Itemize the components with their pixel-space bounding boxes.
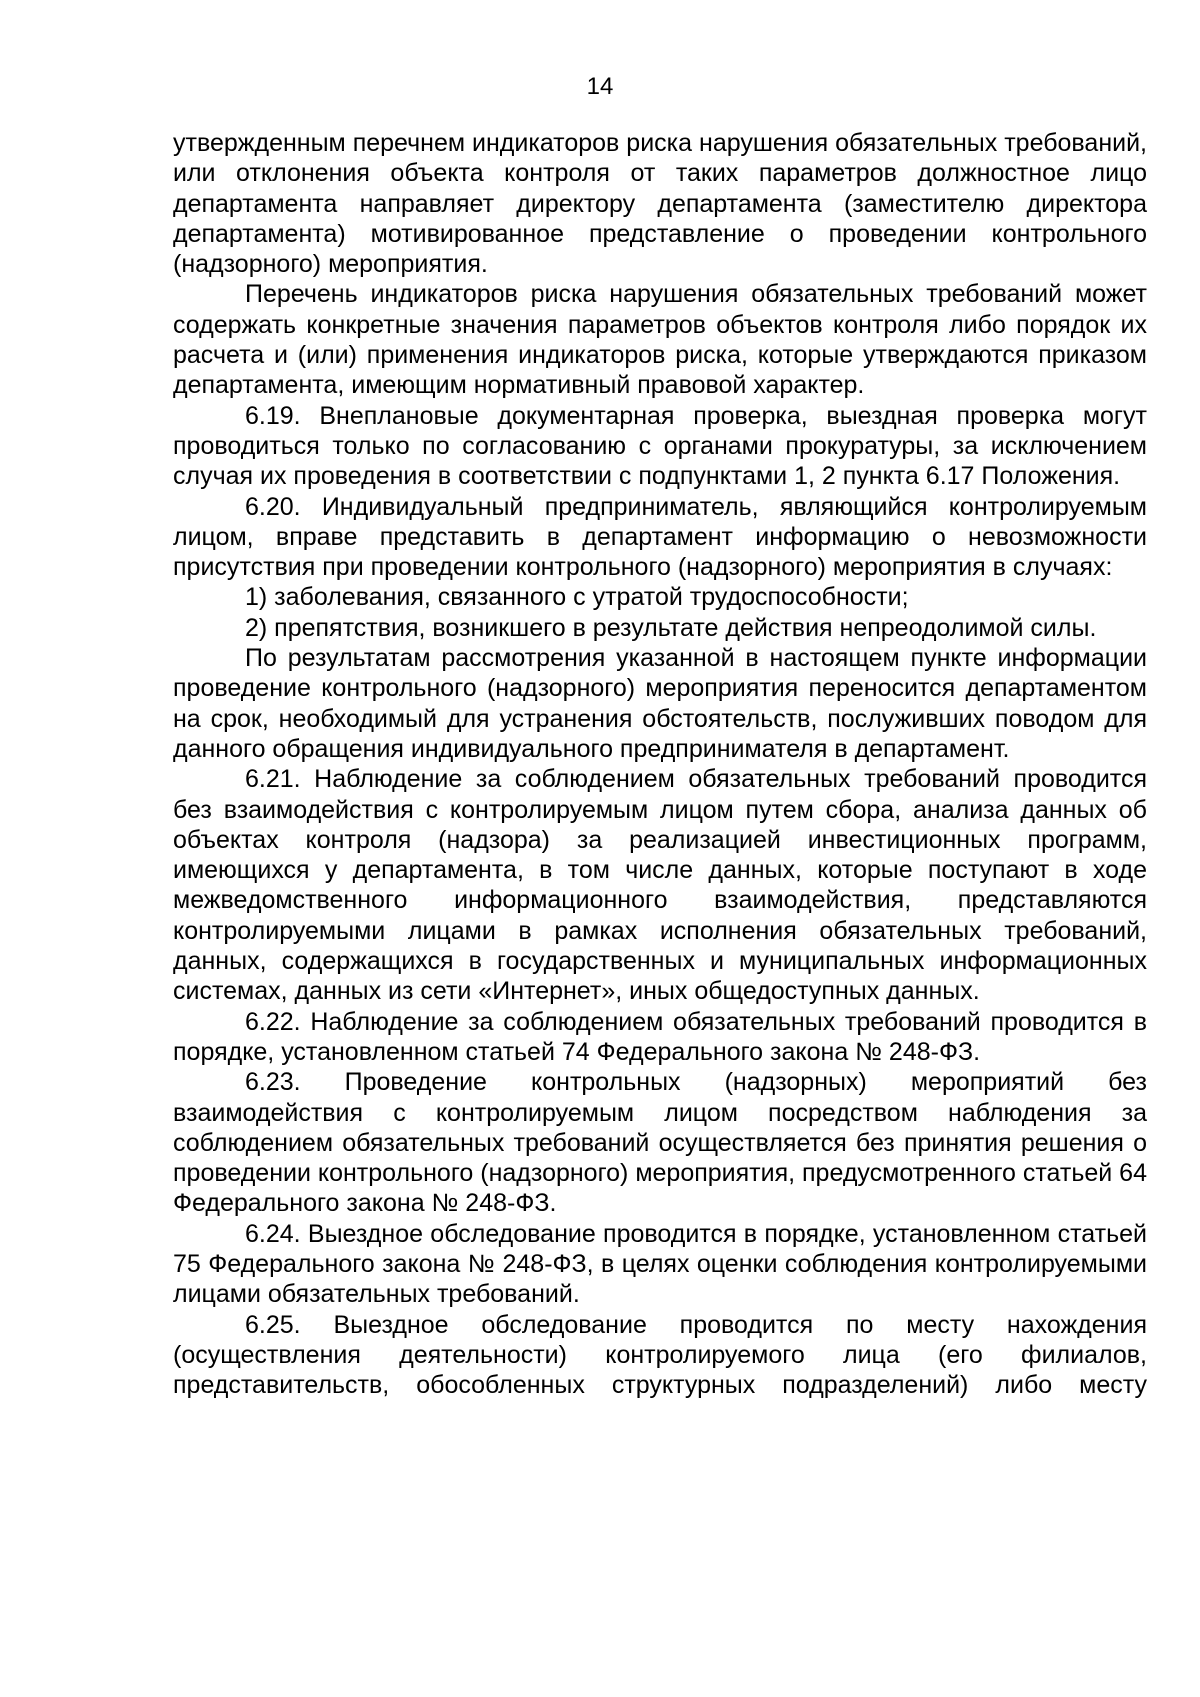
paragraph-6-19: 6.19. Внеплановые документарная проверка, выездная проверка могут проводиться только по согласованию с органами прокуратуры, за исключением случая их проведения в соответствии с подпунктами 1, 2 пункта 6.17 Положения. <box>173 401 1147 491</box>
paragraph-6-25: 6.25. Выездное обследование проводится по месту нахождения (осуществления деятельности) контролируемого лица (его филиалов, представительств, обособленных структурных подразделений) либо месту <box>173 1310 1147 1400</box>
paragraph-risk-indicators-list: Перечень индикаторов риска нарушения обязательных требований может содержать конкретные значения параметров объектов контроля либо порядок их расчета и (или) применения индикаторов риска, которые утверждаются приказом департамента, имеющим нормативный правовой характер. <box>173 280 1147 400</box>
paragraph-6-21: 6.21. Наблюдение за соблюдением обязательных требований проводится без взаимодействия с контролируемым лицом путем сбора, анализа данных об объектах контроля (надзора) за реализацией инвестиционных программ, имеющихся у департамента, в том числе данных, которые поступают в ходе межведомственного информационного взаимодействия, представляются контролируемыми лицами в рамках исполнения обязательных требований, данных, содержащихся в государственных и муниципальных информационных системах, данных из сети «Интернет», иных общедоступных данных. <box>173 765 1147 1006</box>
page-number: 14 <box>586 73 614 100</box>
paragraph-continuation: утвержденным перечнем индикаторов риска нарушения обязательных требований, или отклонения объекта контроля от таких параметров должностное лицо департамента направляет директору департамента (заместителю директора департамента) мотивированное представление о проведении контрольного (надзорного) мероприятия. <box>173 129 1147 279</box>
list-item-2: 2) препятствия, возникшего в результате действия непреодолимой силы. <box>245 613 1097 642</box>
paragraph-6-20: 6.20. Индивидуальный предприниматель, являющийся контролируемым лицом, вправе представить в департамент информацию о невозможности присутствия при проведении контрольного (надзорного) мероприятия в случаях: <box>173 492 1147 582</box>
paragraph-6-23: 6.23. Проведение контрольных (надзорных) мероприятий без взаимодействия с контролируемым лицом посредством наблюдения за соблюдением обязательных требований осуществляется без принятия решения о проведении контрольного (надзорного) мероприятия, предусмотренного статьей 64 Федерального закона № 248-ФЗ. <box>173 1068 1147 1218</box>
document-body <box>173 128 1147 1400</box>
paragraph-results-of-review: По результатам рассмотрения указанной в настоящем пункте информации проведение контрольного (надзорного) мероприятия переносится департаментом на срок, необходимый для устранения обстоятельств, послуживших поводом для данного обращения индивидуального предпринимателя в департамент. <box>173 644 1147 763</box>
list-item-1: 1) заболевания, связанного с утратой трудоспособности; <box>245 583 909 612</box>
paragraph-6-22: 6.22. Наблюдение за соблюдением обязательных требований проводится в порядке, установленном статьей 74 Федерального закона № 248-ФЗ. <box>173 1007 1147 1066</box>
paragraph-6-24: 6.24. Выездное обследование проводится в порядке, установленном статьей 75 Федерального закона № 248-ФЗ, в целях оценки соблюдения контролируемыми лицами обязательных требований. <box>173 1219 1147 1309</box>
